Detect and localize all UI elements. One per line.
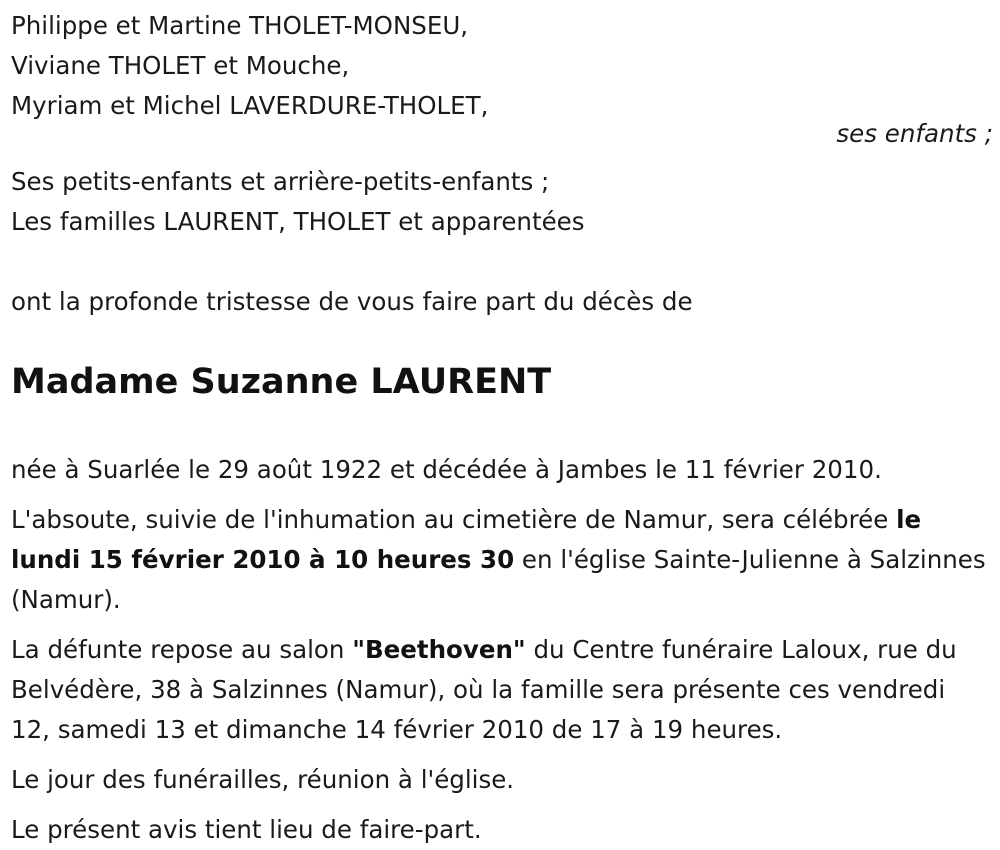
children-label: ses enfants ; <box>836 119 993 148</box>
repose-paragraph <box>11 630 991 750</box>
repose-text-before: La défunte repose au salon <box>11 635 353 664</box>
birth-death-text: née à Suarlée le 29 août 1922 et décédée à Jambes le 11 février 2010. <box>11 455 882 484</box>
funeral-paragraph <box>11 500 991 620</box>
child-line: Myriam et Michel LAVERDURE-THOLET, <box>11 91 489 120</box>
funeral-date: le lundi 15 février 2010 à 10 heures 30 <box>11 505 922 574</box>
funeral-text-before: L'absoute, suivie de l'inhumation au cimetière de Namur, sera célébrée <box>11 505 897 534</box>
child-line: Viviane THOLET et Mouche, <box>11 51 350 80</box>
reunion-text: Le jour des funérailles, réunion à l'église. <box>11 765 515 794</box>
announcement-intro: ont la profonde tristesse de vous faire part du décès de <box>11 287 693 316</box>
obituary-notice <box>11 6 991 850</box>
repose-text-after: du Centre funéraire Laloux, rue du Belvédère, 38 à Salzinnes (Namur), où la famille sera présente ces vendredi 12, samedi 13 et dimanche 14 février 2010 de 17 à 19 heures. <box>11 635 957 744</box>
notice-text: Le présent avis tient lieu de faire-part. <box>11 815 482 844</box>
extended-family-block <box>11 162 991 242</box>
family-line: Les familles LAURENT, THOLET et apparentées <box>11 207 585 236</box>
children-block <box>11 6 991 149</box>
salon-name: "Beethoven" <box>352 635 526 664</box>
family-line: Ses petits-enfants et arrière-petits-enfants ; <box>11 167 550 196</box>
child-line: Philippe et Martine THOLET-MONSEU, <box>11 11 469 40</box>
deceased-name: Madame Suzanne LAURENT <box>11 362 552 402</box>
funeral-text-after: en l'église Sainte-Julienne à Salzinnes (Namur). <box>11 545 986 614</box>
